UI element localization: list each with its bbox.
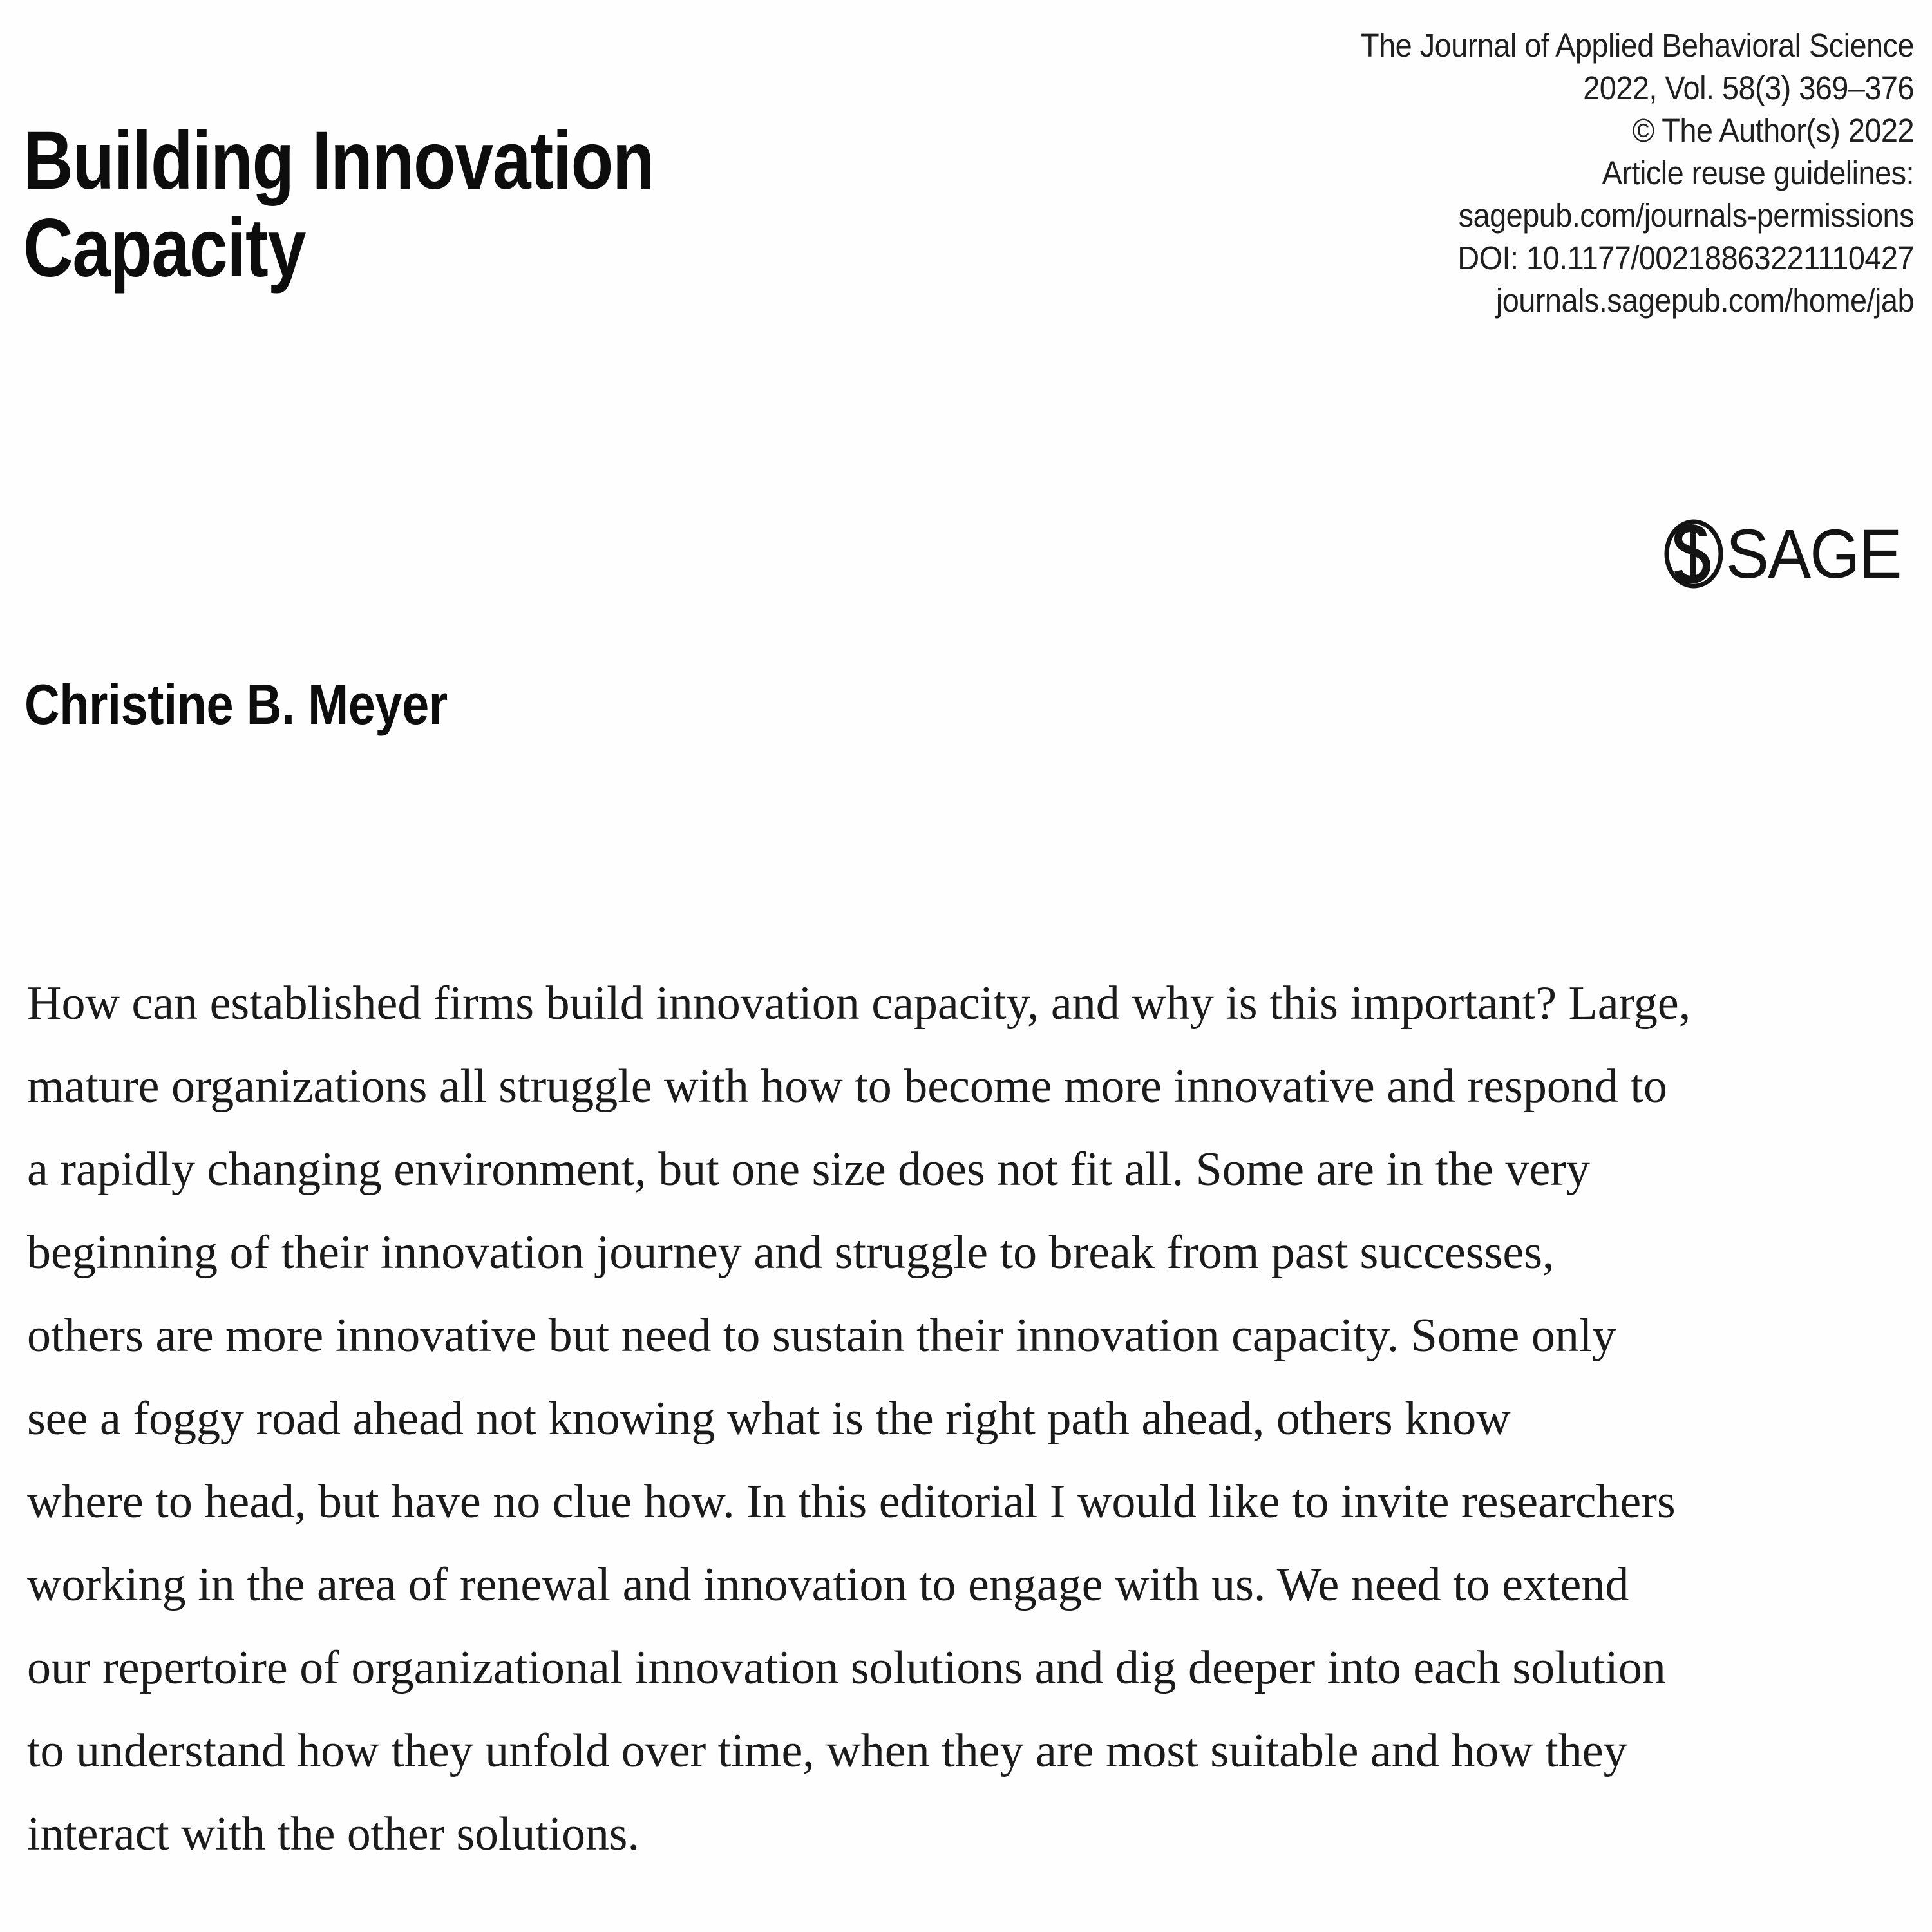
abstract-line: a rapidly changing environment, but one size does not fit all. Some are in the very: [27, 1143, 1590, 1196]
journal-home-url[interactable]: journals.sagepub.com/home/jab: [1495, 282, 1914, 319]
abstract-line: our repertoire of organizational innovation solutions and dig deeper into each solution: [27, 1642, 1666, 1694]
abstract-line: others are more innovative but need to sustain their innovation capacity. Some only: [27, 1309, 1616, 1362]
abstract-line: where to head, but have no clue how. In this editorial I would like to invite researchers: [27, 1475, 1676, 1528]
abstract-line: working in the area of renewal and innovation to engage with us. We need to extend: [27, 1558, 1629, 1611]
abstract-line: to understand how they unfold over time, when they are most suitable and how they: [27, 1725, 1627, 1777]
volume-issue-pages: 2022, Vol. 58(3) 369–376: [1583, 70, 1914, 106]
abstract-line: beginning of their innovation journey and struggle to break from past successes,: [27, 1226, 1555, 1279]
author-name: Christine B. Meyer: [24, 672, 448, 736]
reuse-guidelines-label: Article reuse guidelines:: [1602, 155, 1914, 191]
title-line-2: Capacity: [23, 202, 306, 294]
sage-logo: [1663, 515, 1914, 592]
doi-line[interactable]: DOI: 10.1177/00218863221110427: [1457, 240, 1914, 276]
abstract-line: see a foggy road ahead not knowing what is the right path ahead, others know: [27, 1392, 1511, 1445]
title-line-1: Building Innovation: [23, 114, 654, 207]
permissions-url[interactable]: sagepub.com/journals-permissions: [1458, 197, 1914, 234]
journal-masthead: [1154, 24, 1914, 322]
abstract-line: mature organizations all struggle with how to become more innovative and respond to: [27, 1060, 1667, 1113]
circled-s-icon: [1663, 519, 1725, 589]
page-title: [23, 114, 748, 294]
abstract-line: How can established firms build innovation capacity, and why is this important? Large,: [27, 977, 1691, 1030]
copyright-line: © The Author(s) 2022: [1632, 112, 1914, 149]
sage-wordmark: SAGE: [1725, 515, 1901, 592]
abstract-paragraph: [27, 962, 1914, 1876]
journal-name: The Journal of Applied Behavioral Science: [1361, 27, 1914, 64]
abstract-line: interact with the other solutions.: [27, 1808, 639, 1861]
